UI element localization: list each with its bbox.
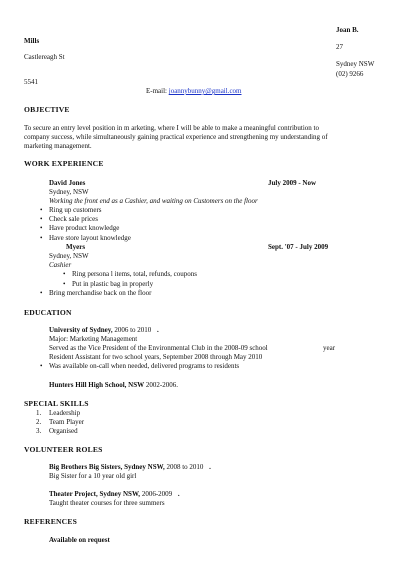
city-state: Sydney NSW [336, 60, 375, 68]
street: Castlereagh St [24, 53, 65, 61]
education-bullet-1: • Was available on-call when needed, delivered programs to residents [49, 362, 239, 371]
references-heading: REFERENCES [24, 517, 78, 526]
phone: (02) 9266 [336, 70, 364, 78]
school2-dates: 2002-2006. [144, 381, 178, 389]
school2-name: Hunters Hill High School, NSW [49, 381, 145, 389]
school2-row [49, 381, 178, 390]
served-year: year [323, 344, 336, 352]
skill-num-2: 2. [36, 418, 42, 426]
objective-heading: OBJECTIVE [24, 105, 70, 114]
school1-name: University of Sydney, [49, 326, 113, 334]
volunteer-role1-row [49, 463, 211, 472]
objective-line-3: marketing management. [24, 142, 92, 150]
education-heading: EDUCATION [24, 308, 72, 317]
name-first: Joan B. [336, 26, 359, 34]
job2-bullet-1: • Bring merchandise back on the floor [49, 289, 151, 298]
job1-bullet-3: • Have product knowledge [49, 224, 119, 233]
volunteer-role1-desc: Big Sister for a 10 year old girl [49, 472, 137, 480]
job2-sub-bullet-1: • Ring persona l items, total, refunds, coupons [72, 270, 197, 279]
volunteer-role1-dates: 2008 to 2010 [164, 463, 204, 471]
school1-row [49, 326, 159, 335]
skill-label-1: Leadership [49, 409, 81, 417]
skill-num-3: 3. [36, 427, 42, 435]
phone-suffix: 5541 [24, 78, 38, 86]
school1-dates: 2006 to 2010 [112, 326, 152, 334]
email-link[interactable]: joannybunny@gmail.com [168, 87, 242, 95]
volunteer-role2-dates: 2006-2009 [140, 490, 173, 498]
skill-item-3 [36, 427, 78, 436]
volunteer-heading: VOLUNTEER ROLES [24, 445, 103, 454]
volunteer-role1-dot: . [209, 463, 211, 471]
volunteer-role2-dot: . [177, 490, 180, 498]
name-last: Mills [24, 37, 40, 45]
resident-line: Resident Assistant for two school years, September 2008 through May 2010 [49, 353, 263, 361]
volunteer-role2-desc: Taught theater courses for three summers [49, 499, 165, 507]
volunteer-role1-org: Big Brothers Big Sisters, Sydney NSW, [49, 463, 165, 471]
objective-line-1: To secure an entry level position in m arketing, where I will be able to make a meaningful contribution to [24, 124, 319, 132]
school1-dot: . [157, 326, 159, 334]
job1-dates: July 2009 - Now [268, 179, 317, 187]
skills-heading: SPECIAL SKILLS [24, 399, 89, 408]
job2-role: Cashier [49, 261, 72, 269]
references-text: Available on request [49, 536, 110, 544]
job1-location: Sydney, NSW [49, 188, 89, 196]
skill-label-2: Team Player [49, 418, 85, 426]
skill-item-1 [36, 409, 81, 418]
volunteer-role2-row [49, 490, 180, 499]
job1-bullet-4: • Have store layout knowledge [49, 234, 131, 243]
work-heading: WORK EXPERIENCE [24, 159, 104, 168]
job2-employer: Myers [66, 243, 86, 251]
job2-dates: Sept. '07 - July 2009 [268, 243, 329, 251]
job1-description: Working the front end as a Cashier, and waiting on Customers on the floor [49, 197, 258, 205]
major: Major: Marketing Management [49, 335, 138, 343]
street-number: 27 [336, 43, 343, 51]
served-line: Served as the Vice President of the Environmental Club in the 2008-09 school [49, 344, 268, 352]
job2-location: Sydney, NSW [49, 252, 89, 260]
job1-bullet-1: • Ring up customers [49, 206, 102, 215]
objective-line-2: company success, while simultaneously gaining practical experience and strengthening my understanding of [24, 133, 328, 141]
job2-sub-bullet-2: • Put in plastic bag in properly [72, 280, 153, 289]
volunteer-role2-org: Theater Project, Sydney NSW, [49, 490, 141, 498]
email-row [146, 87, 242, 96]
job1-employer: David Jones [49, 179, 86, 187]
skill-item-2 [36, 418, 85, 427]
job1-bullet-2: • Check sale prices [49, 215, 98, 224]
email-label: E-mail: [146, 87, 167, 95]
skill-label-3: Organised [49, 427, 78, 435]
skill-num-1: 1. [36, 409, 42, 417]
